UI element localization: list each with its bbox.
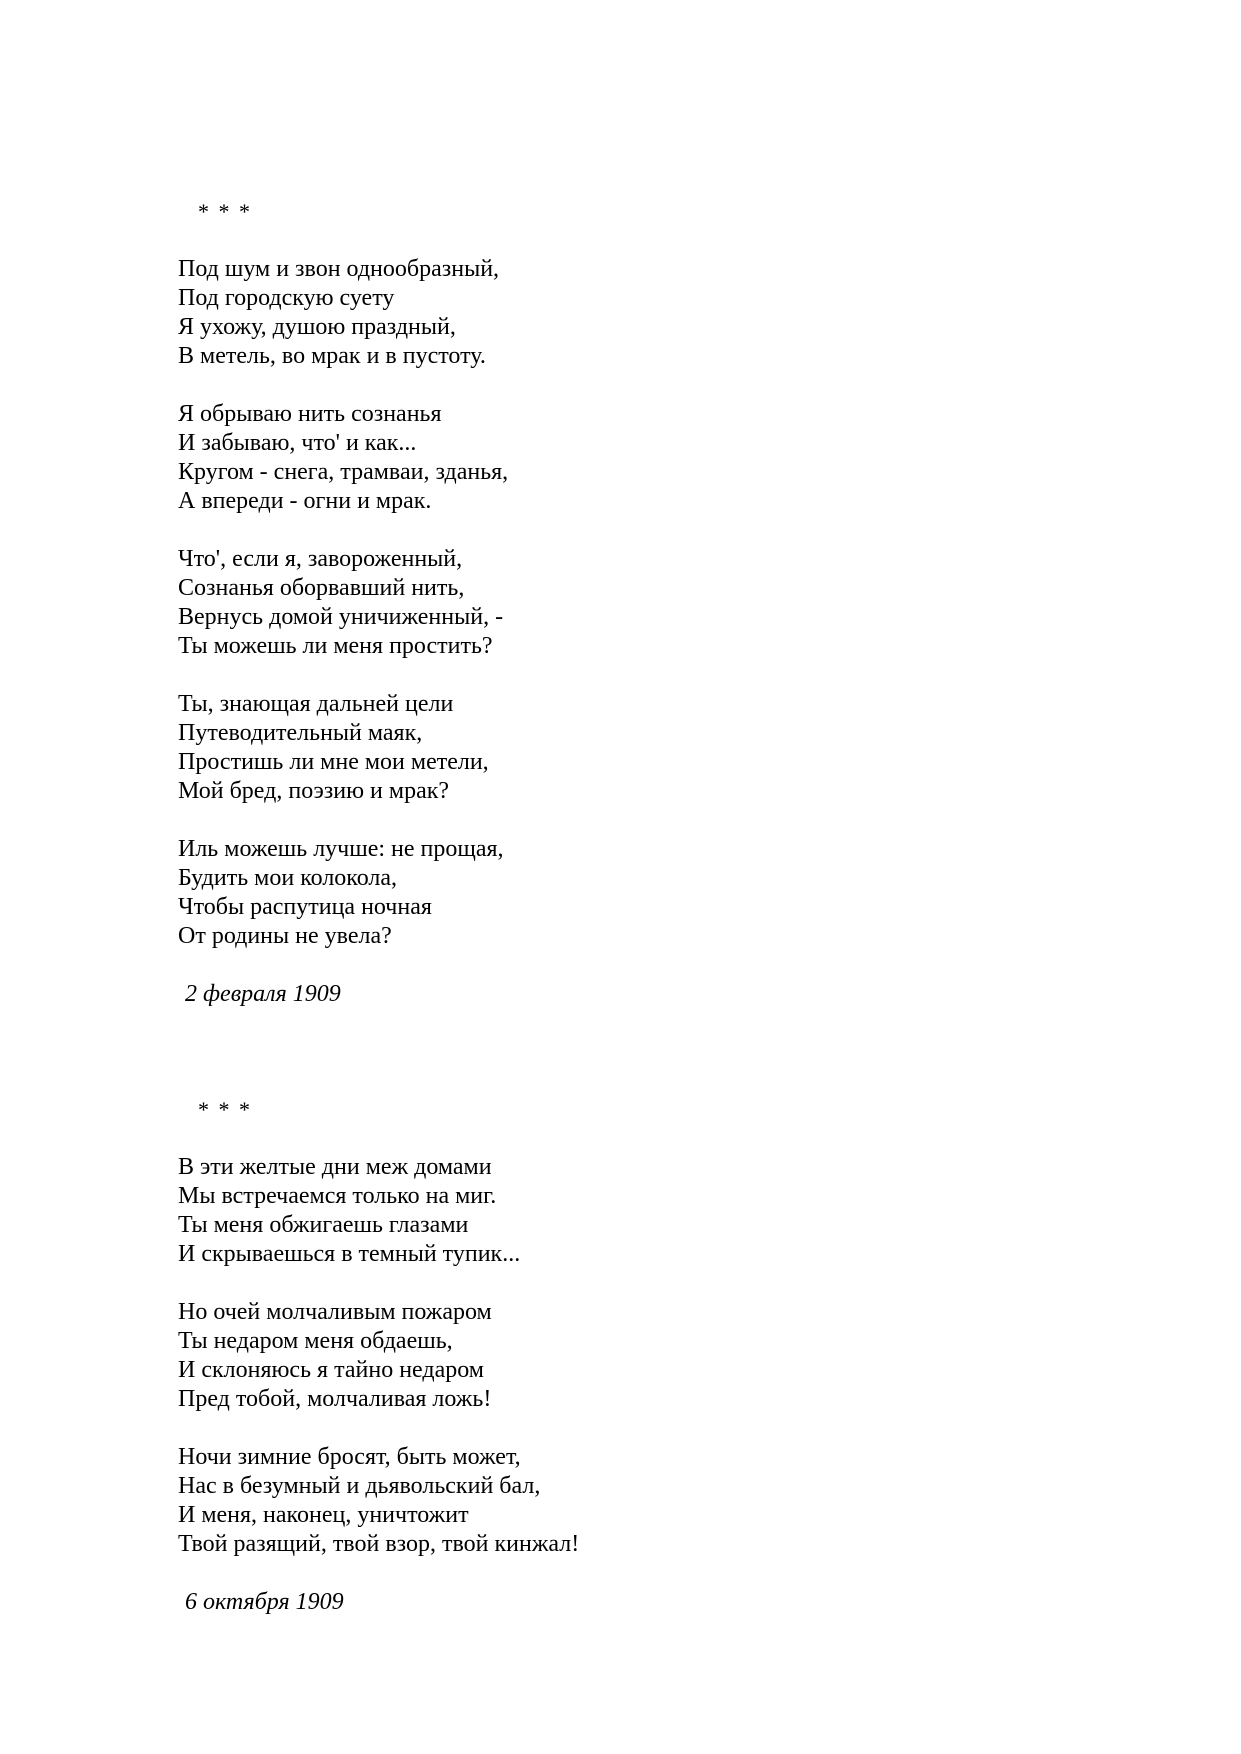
- verse-line: Твой разящий, твой взор, твой кинжал!: [178, 1531, 580, 1557]
- section-separator: * * *: [198, 199, 252, 224]
- verse-line: Ты, знающая дальней цели: [178, 691, 454, 717]
- verse-line: Я обрываю нить сознанья: [178, 401, 442, 427]
- stanza: [178, 1298, 1078, 1414]
- poem: [178, 1096, 1078, 1617]
- stanza: [178, 255, 1078, 371]
- verse-line: Ты можешь ли меня простить?: [178, 633, 493, 659]
- verse-line: От родины не увела?: [178, 923, 392, 949]
- verse-line: Чтобы распутица ночная: [178, 894, 432, 920]
- verse-line: Простишь ли мне мои метели,: [178, 749, 489, 775]
- stanza: [178, 1153, 1078, 1269]
- section-separator: * * *: [198, 1097, 252, 1122]
- poem: [178, 198, 1078, 1009]
- verse-line: Ты меня обжигаешь глазами: [178, 1212, 469, 1238]
- stanza: [178, 545, 1078, 661]
- stanza: [178, 690, 1078, 806]
- verse-line: Путеводительный маяк,: [178, 720, 423, 746]
- verse-line: Но очей молчаливым пожаром: [178, 1299, 492, 1325]
- verse-line: Иль можешь лучше: не прощая,: [178, 836, 504, 862]
- stanza: [178, 835, 1078, 951]
- verse-line: И забываю, что' и как...: [178, 430, 417, 456]
- verse-line: Ночи зимние бросят, быть может,: [178, 1444, 521, 1470]
- poem-date: 6 октября 1909: [185, 1589, 344, 1615]
- verse-line: Нас в безумный и дьявольский бал,: [178, 1473, 541, 1499]
- verse-line: И скрываешься в темный тупик...: [178, 1241, 521, 1267]
- verse-line: А впереди - огни и мрак.: [178, 488, 432, 514]
- verse-line: Мой бред, поэзию и мрак?: [178, 778, 450, 804]
- stanza: [178, 400, 1078, 516]
- verse-line: Мы встречаемся только на миг.: [178, 1183, 497, 1209]
- verse-line: Кругом - снега, трамваи, зданья,: [178, 459, 509, 485]
- verse-line: И склоняюсь я тайно недаром: [178, 1357, 484, 1383]
- verse-line: В метель, во мрак и в пустоту.: [178, 343, 486, 369]
- verse-line: Вернусь домой уничиженный, -: [178, 604, 504, 630]
- verse-line: Я ухожу, душою праздный,: [178, 314, 456, 340]
- verse-line: Пред тобой, молчаливая ложь!: [178, 1386, 492, 1412]
- verse-line: В эти желтые дни меж домами: [178, 1154, 492, 1180]
- poem-date: 2 февраля 1909: [185, 981, 341, 1007]
- stanza: [178, 1443, 1078, 1559]
- verse-line: Будить мои колокола,: [178, 865, 398, 891]
- verse-line: Сознанья оборвавший нить,: [178, 575, 465, 601]
- verse-line: Под шум и звон однообразный,: [178, 256, 500, 282]
- verse-line: Под городскую суету: [178, 285, 395, 311]
- verse-line: И меня, наконец, уничтожит: [178, 1502, 469, 1528]
- verse-line: Что', если я, завороженный,: [178, 546, 463, 572]
- verse-line: Ты недаром меня обдаешь,: [178, 1328, 453, 1354]
